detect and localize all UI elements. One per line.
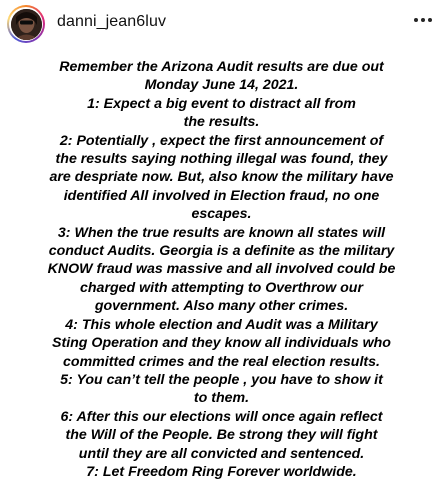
post-text-line: Monday June 14, 2021.	[144, 77, 299, 94]
post-header	[0, 0, 443, 52]
post-text-line: the results saying nothing illegal was found, they	[55, 151, 388, 168]
post-text-line: 1: Expect a big event to distract all from	[87, 95, 356, 112]
post-text-block	[0, 58, 443, 481]
post-text-line: until they are all convicted and sentenced.	[78, 445, 365, 462]
post-text-line: 2: Potentially , expect the first announcement of	[59, 132, 384, 149]
post-text-line: government. Also many other crimes.	[94, 298, 349, 315]
post-text-line: 4: This whole election and Audit was a Military	[65, 316, 378, 333]
post-text-line: identified All involved in Election fraud, no one	[63, 187, 380, 204]
post-text-line: KNOW fraud was massive and all involved could be	[47, 261, 396, 278]
post-text-line: Sting Operation and they know all individuals who	[52, 335, 391, 352]
avatar[interactable]	[11, 9, 42, 40]
post-text-line: 7: Let Freedom Ring Forever worldwide.	[86, 463, 357, 480]
post-text-line: the results.	[183, 114, 260, 131]
post-text-line: charged with attempting to Overthrow our	[80, 279, 363, 296]
post-text-line: the Will of the People. Be strong they will fight	[65, 427, 378, 444]
post-text-line: 5: You can’t tell the people , you have to show it	[60, 371, 383, 388]
post-text-line: escapes.	[191, 206, 252, 223]
post-image[interactable]	[0, 52, 443, 500]
story-ring[interactable]	[7, 5, 45, 43]
username[interactable]: danni_jean6luv	[57, 13, 167, 30]
more-horizontal-icon[interactable]	[411, 10, 435, 30]
post-text-line: 6: After this our elections will once again reflect	[60, 408, 383, 425]
post-text-line: Remember the Arizona Audit results are due out	[59, 59, 384, 75]
post-text-line: to them.	[193, 390, 250, 407]
post-text-line: 3: When the true results are known all states will	[57, 224, 386, 241]
post-text-line: committed crimes and the real election results.	[63, 353, 380, 370]
post-text-line: are despriate now. But, also know the military have	[49, 169, 394, 186]
post-text-line: conduct Audits. Georgia is a definite as the military	[48, 243, 395, 260]
